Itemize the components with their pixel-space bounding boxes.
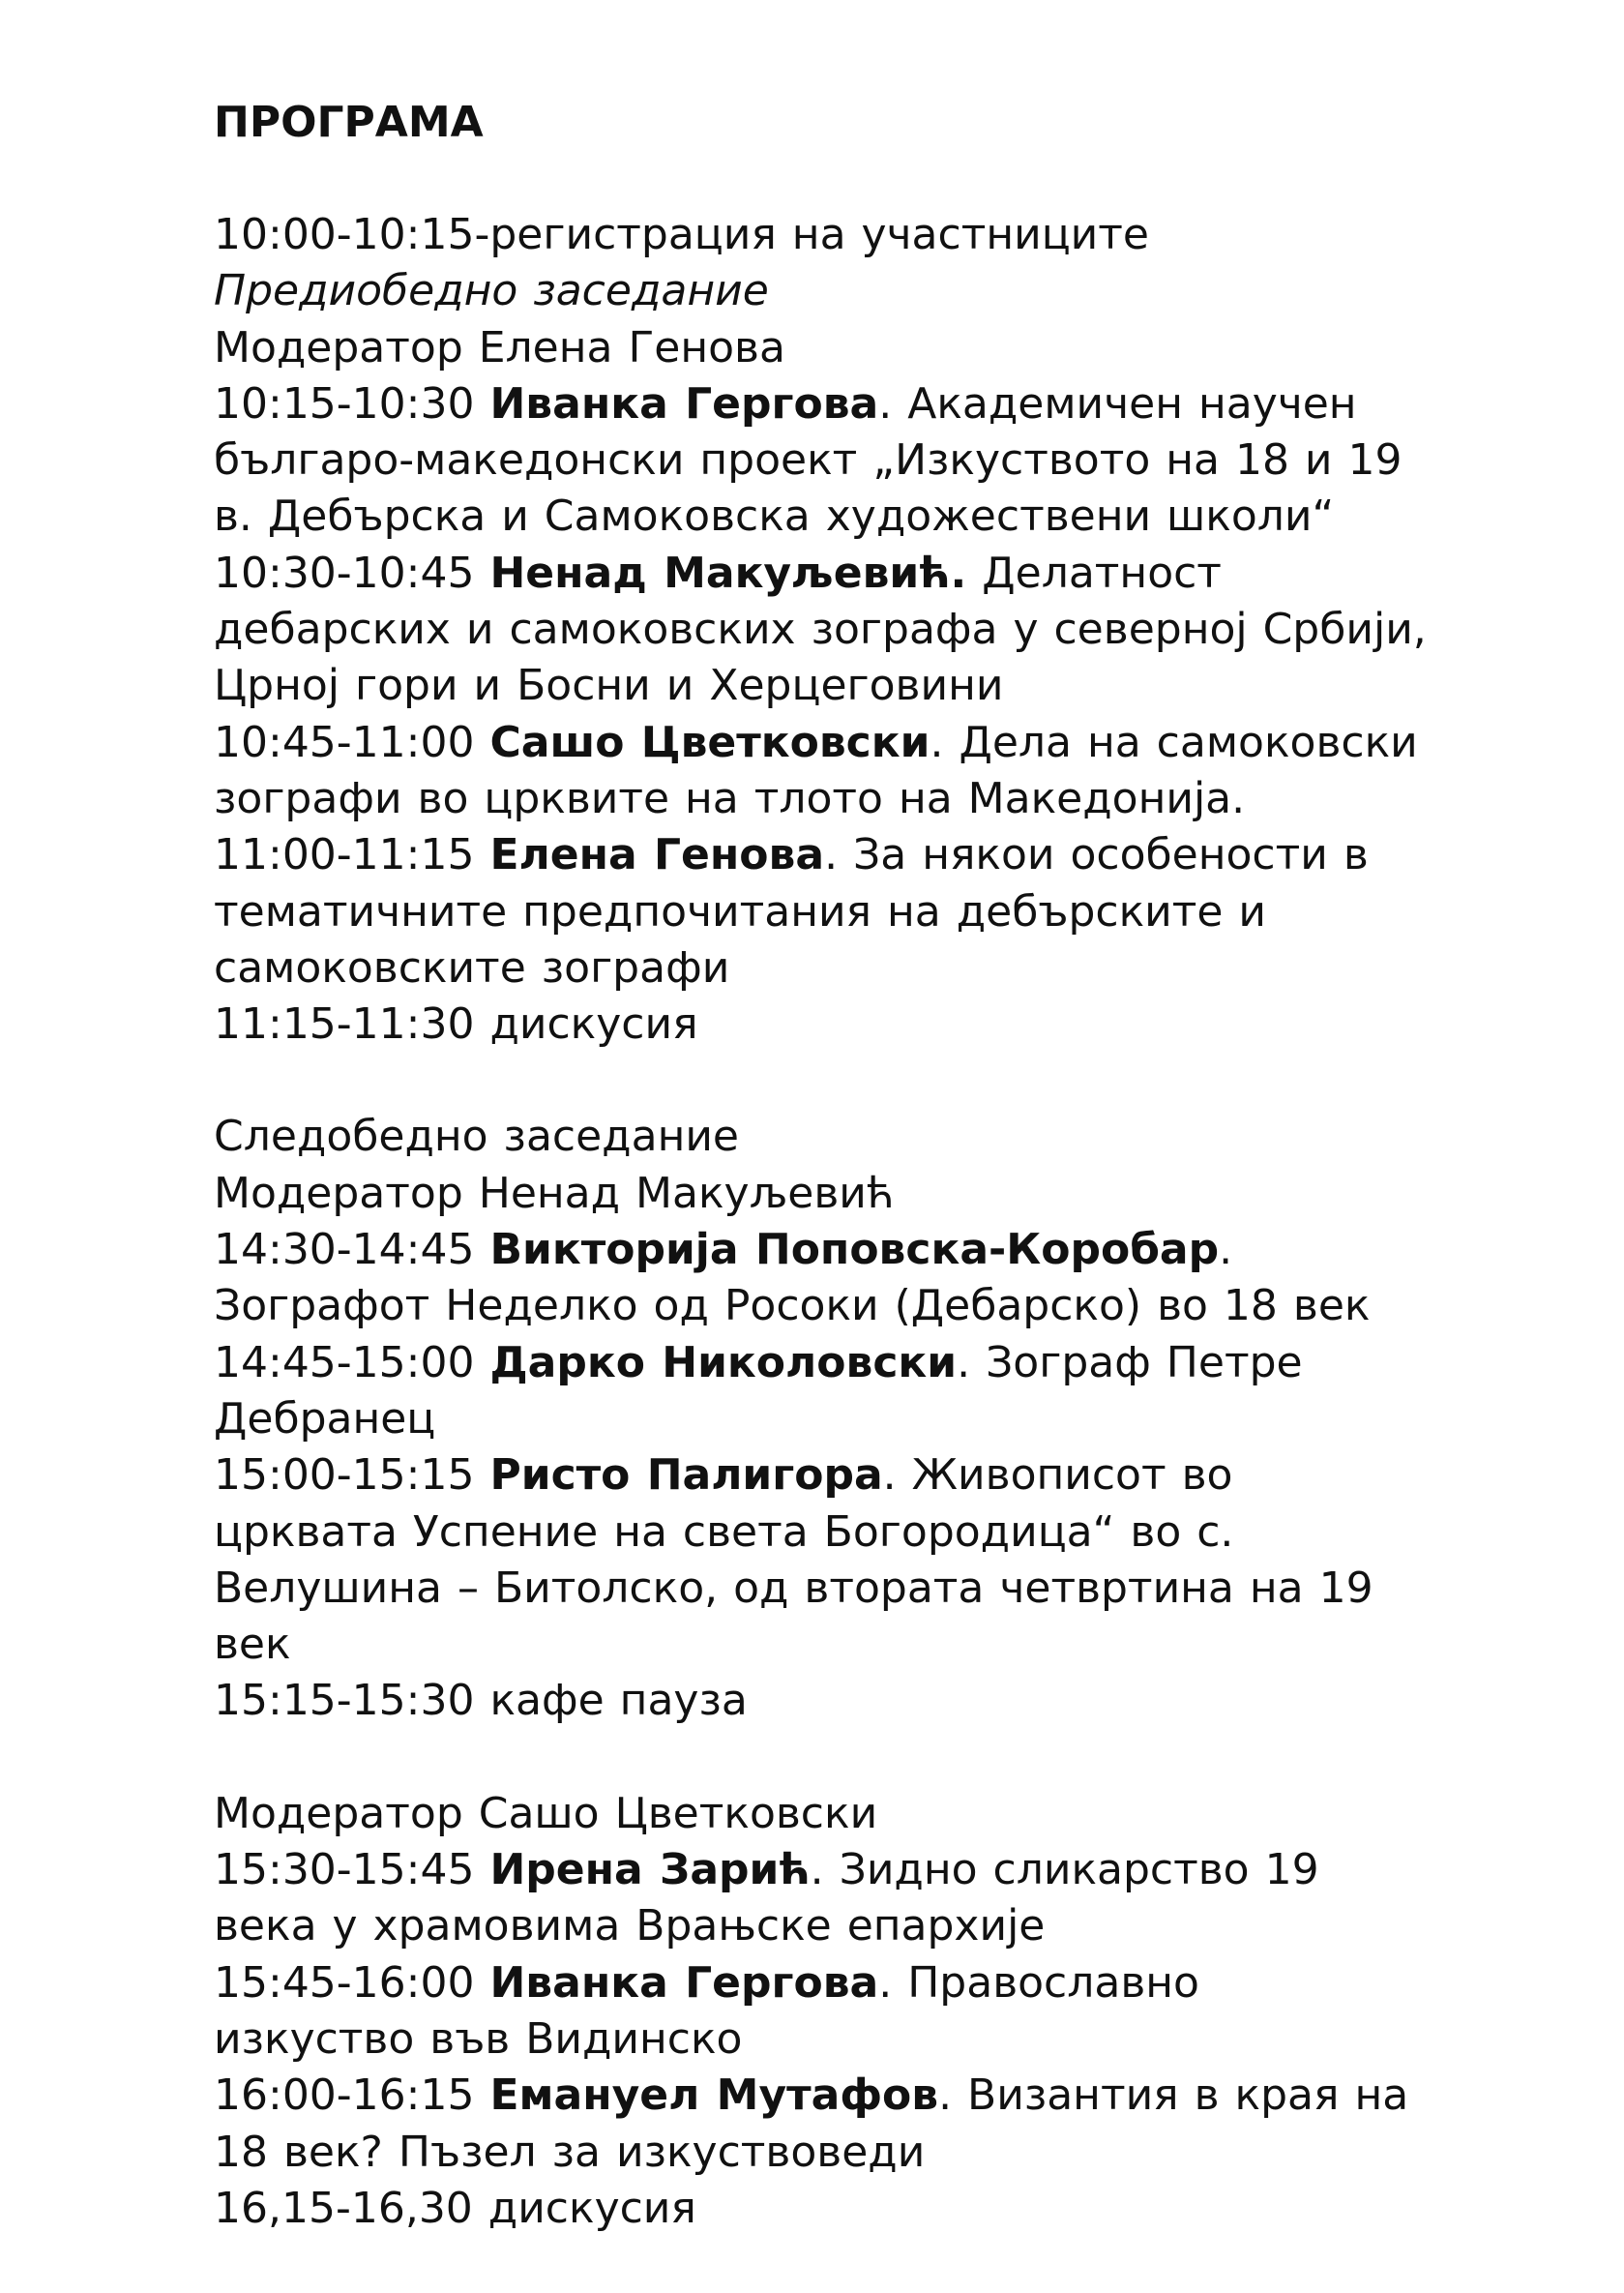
speaker-name: Елена Генова	[489, 830, 825, 880]
time-slot: 14:45-15:00	[214, 1337, 475, 1387]
speaker-name: Иванка Гергова	[489, 1957, 879, 2008]
time-slot: 10:15-10:30	[214, 378, 475, 429]
program-line: 15:15-15:30 кафе пауза	[214, 1676, 748, 1726]
speaker-name: Викторија Поповска-Коробар	[489, 1225, 1220, 1275]
time-slot: 15:30-15:45	[214, 1845, 475, 1895]
session-heading: Предиобедно заседание	[214, 266, 769, 316]
program-entry	[214, 1842, 1568, 1898]
program-line: самоковските зографи	[214, 942, 730, 993]
speaker-name: Ристо Палигора	[489, 1450, 883, 1501]
program-line: Модератор Сашо Цветковски	[214, 1788, 878, 1838]
program-line: изкуство във Видинско	[214, 2013, 743, 2064]
program-line: българо-македонски проект „Изкуството на 18 и 19	[214, 435, 1403, 486]
speaker-name: Иванка Гергова	[489, 378, 879, 429]
time-slot: 16:00-16:15	[214, 2070, 475, 2121]
program-line: Следобедно заседание	[214, 1112, 739, 1162]
time-slot: 15:00-15:15	[214, 1450, 475, 1501]
program-entry	[214, 2068, 1568, 2124]
program-line: тематичните предпочитания на дебърските и	[214, 886, 1267, 937]
time-slot: 10:00-10:15	[214, 210, 475, 259]
program-line: века у храмовима Врањске епархије	[214, 1901, 1046, 1951]
separator: -	[474, 210, 490, 259]
program-line: дебарских и самоковских зографа у северној Србији,	[214, 605, 1427, 655]
time-slot: 11:00-11:15	[214, 830, 475, 880]
program-line: в. Дебърска и Самоковска художествени школи“	[214, 491, 1335, 542]
program-line: Велушина – Битолско, од втората четвртина на 19	[214, 1563, 1373, 1613]
speaker-name: Дарко Николовски	[489, 1337, 958, 1387]
program-entry	[214, 207, 1568, 263]
program-entry	[214, 546, 1568, 602]
speaker-name: Ирена Зарић	[489, 1845, 811, 1895]
talk-title: .	[1219, 1225, 1233, 1275]
program-line: Модератор Елена Генова	[214, 322, 785, 372]
session-block	[214, 1786, 1568, 2237]
session-block	[214, 1109, 1568, 1729]
program-line: Зографот Неделко од Росоки (Дебарско) во 18 век	[214, 1281, 1371, 1331]
talk-title: . Зограф Петре	[957, 1337, 1303, 1387]
program-line: 11:15-11:30 дискусия	[214, 999, 698, 1050]
time-slot: 15:45-16:00	[214, 1957, 475, 2008]
speaker-name: Сашо Цветковски	[489, 717, 930, 767]
program-entry	[214, 715, 1568, 771]
program-entry	[214, 827, 1568, 883]
talk-title: . Зидно сликарство 19	[810, 1845, 1319, 1895]
talk-title: . Академичен научен	[878, 378, 1357, 429]
program-entry	[214, 376, 1568, 432]
program-entry	[214, 1222, 1568, 1278]
sessions-container	[214, 207, 1568, 2237]
program-line: 16,15-16,30 дискусия	[214, 2183, 696, 2233]
talk-title: . Дела на самоковски	[930, 717, 1418, 767]
speaker-name: Ненад Макуљевић.	[489, 548, 967, 598]
program-entry	[214, 1447, 1568, 1504]
time-slot: 10:45-11:00	[214, 717, 475, 767]
speaker-name: Емануел Мутафов	[489, 2070, 939, 2121]
program-line: Модератор Ненад Макуљевић	[214, 1168, 895, 1218]
program-line: 18 век? Пъзел за изкуствоведи	[214, 2127, 926, 2177]
program-line: век	[214, 1620, 291, 1670]
program-entry	[214, 1335, 1568, 1391]
session-block	[214, 207, 1568, 1053]
time-slot: 14:30-14:45	[214, 1225, 475, 1275]
time-slot: 10:30-10:45	[214, 548, 475, 598]
talk-title: . Византия в края на	[938, 2070, 1409, 2121]
talk-title: . Живописот во	[882, 1450, 1233, 1501]
talk-title: . Православно	[878, 1957, 1199, 2008]
program-line: Дебранец	[214, 1393, 436, 1444]
entry-text: регистрация на участниците	[489, 210, 1149, 259]
talk-title: . За някои особености в	[824, 830, 1369, 880]
program-line: зографи во црквите на тлото на Македонија.	[214, 773, 1246, 823]
program-document	[214, 95, 1568, 2293]
page-title: ПРОГРАМА	[214, 98, 484, 147]
program-line: црквата Успение на света Богородица“ во с.	[214, 1506, 1234, 1557]
program-line: Црној гори и Босни и Херцеговини	[214, 661, 1004, 711]
talk-title: Делатност	[966, 548, 1222, 598]
program-entry	[214, 1955, 1568, 2011]
